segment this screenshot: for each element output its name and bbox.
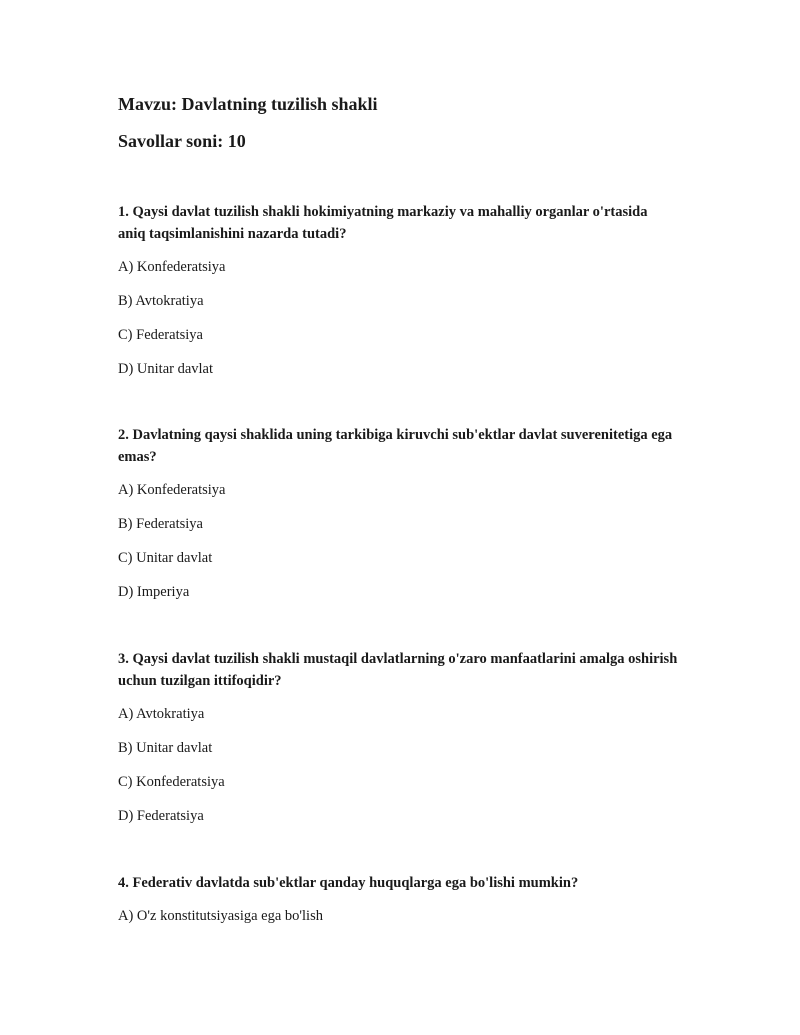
question-1	[118, 201, 678, 379]
page-title: Mavzu: Davlatning tuzilish shakli	[118, 94, 378, 114]
option-list	[118, 704, 678, 826]
option-a: A) Konfederatsiya	[118, 259, 226, 275]
option-d: D) Unitar davlat	[118, 361, 214, 377]
option-list	[118, 257, 678, 379]
option-b: B) Unitar davlat	[118, 740, 213, 756]
option-a: A) O'z konstitutsiyasiga ega bo'lish	[118, 908, 323, 924]
option-list	[118, 480, 678, 602]
option-list	[118, 906, 678, 926]
question-text: 2. Davlatning qaysi shaklida uning tarkibiga kiruvchi sub'ektlar davlat suverenitetiga ega emas?	[118, 427, 673, 465]
question-2	[118, 424, 678, 602]
question-text: 1. Qaysi davlat tuzilish shakli hokimiyatning markaziy va mahalliy organlar o'rtasida aniq taqsimlanishini nazarda tutadi?	[118, 204, 648, 242]
question-text: 3. Qaysi davlat tuzilish shakli mustaqil davlatlarning o'zaro manfaatlarini amalga oshirish uchun tuzilgan ittifoqidir?	[118, 651, 678, 689]
option-c: C) Unitar davlat	[118, 550, 213, 566]
option-d: D) Federatsiya	[118, 808, 204, 824]
option-a: A) Konfederatsiya	[118, 482, 226, 498]
option-c: C) Federatsiya	[118, 327, 203, 343]
question-4	[118, 872, 678, 926]
option-b: B) Federatsiya	[118, 516, 203, 532]
option-c: C) Konfederatsiya	[118, 774, 225, 790]
question-count: Savollar soni: 10	[118, 131, 246, 151]
question-3	[118, 648, 678, 826]
option-a: A) Avtokratiya	[118, 706, 205, 722]
question-text: 4. Federativ davlatda sub'ektlar qanday huquqlarga ega bo'lishi mumkin?	[118, 875, 579, 891]
option-d: D) Imperiya	[118, 584, 190, 600]
option-b: B) Avtokratiya	[118, 293, 204, 309]
